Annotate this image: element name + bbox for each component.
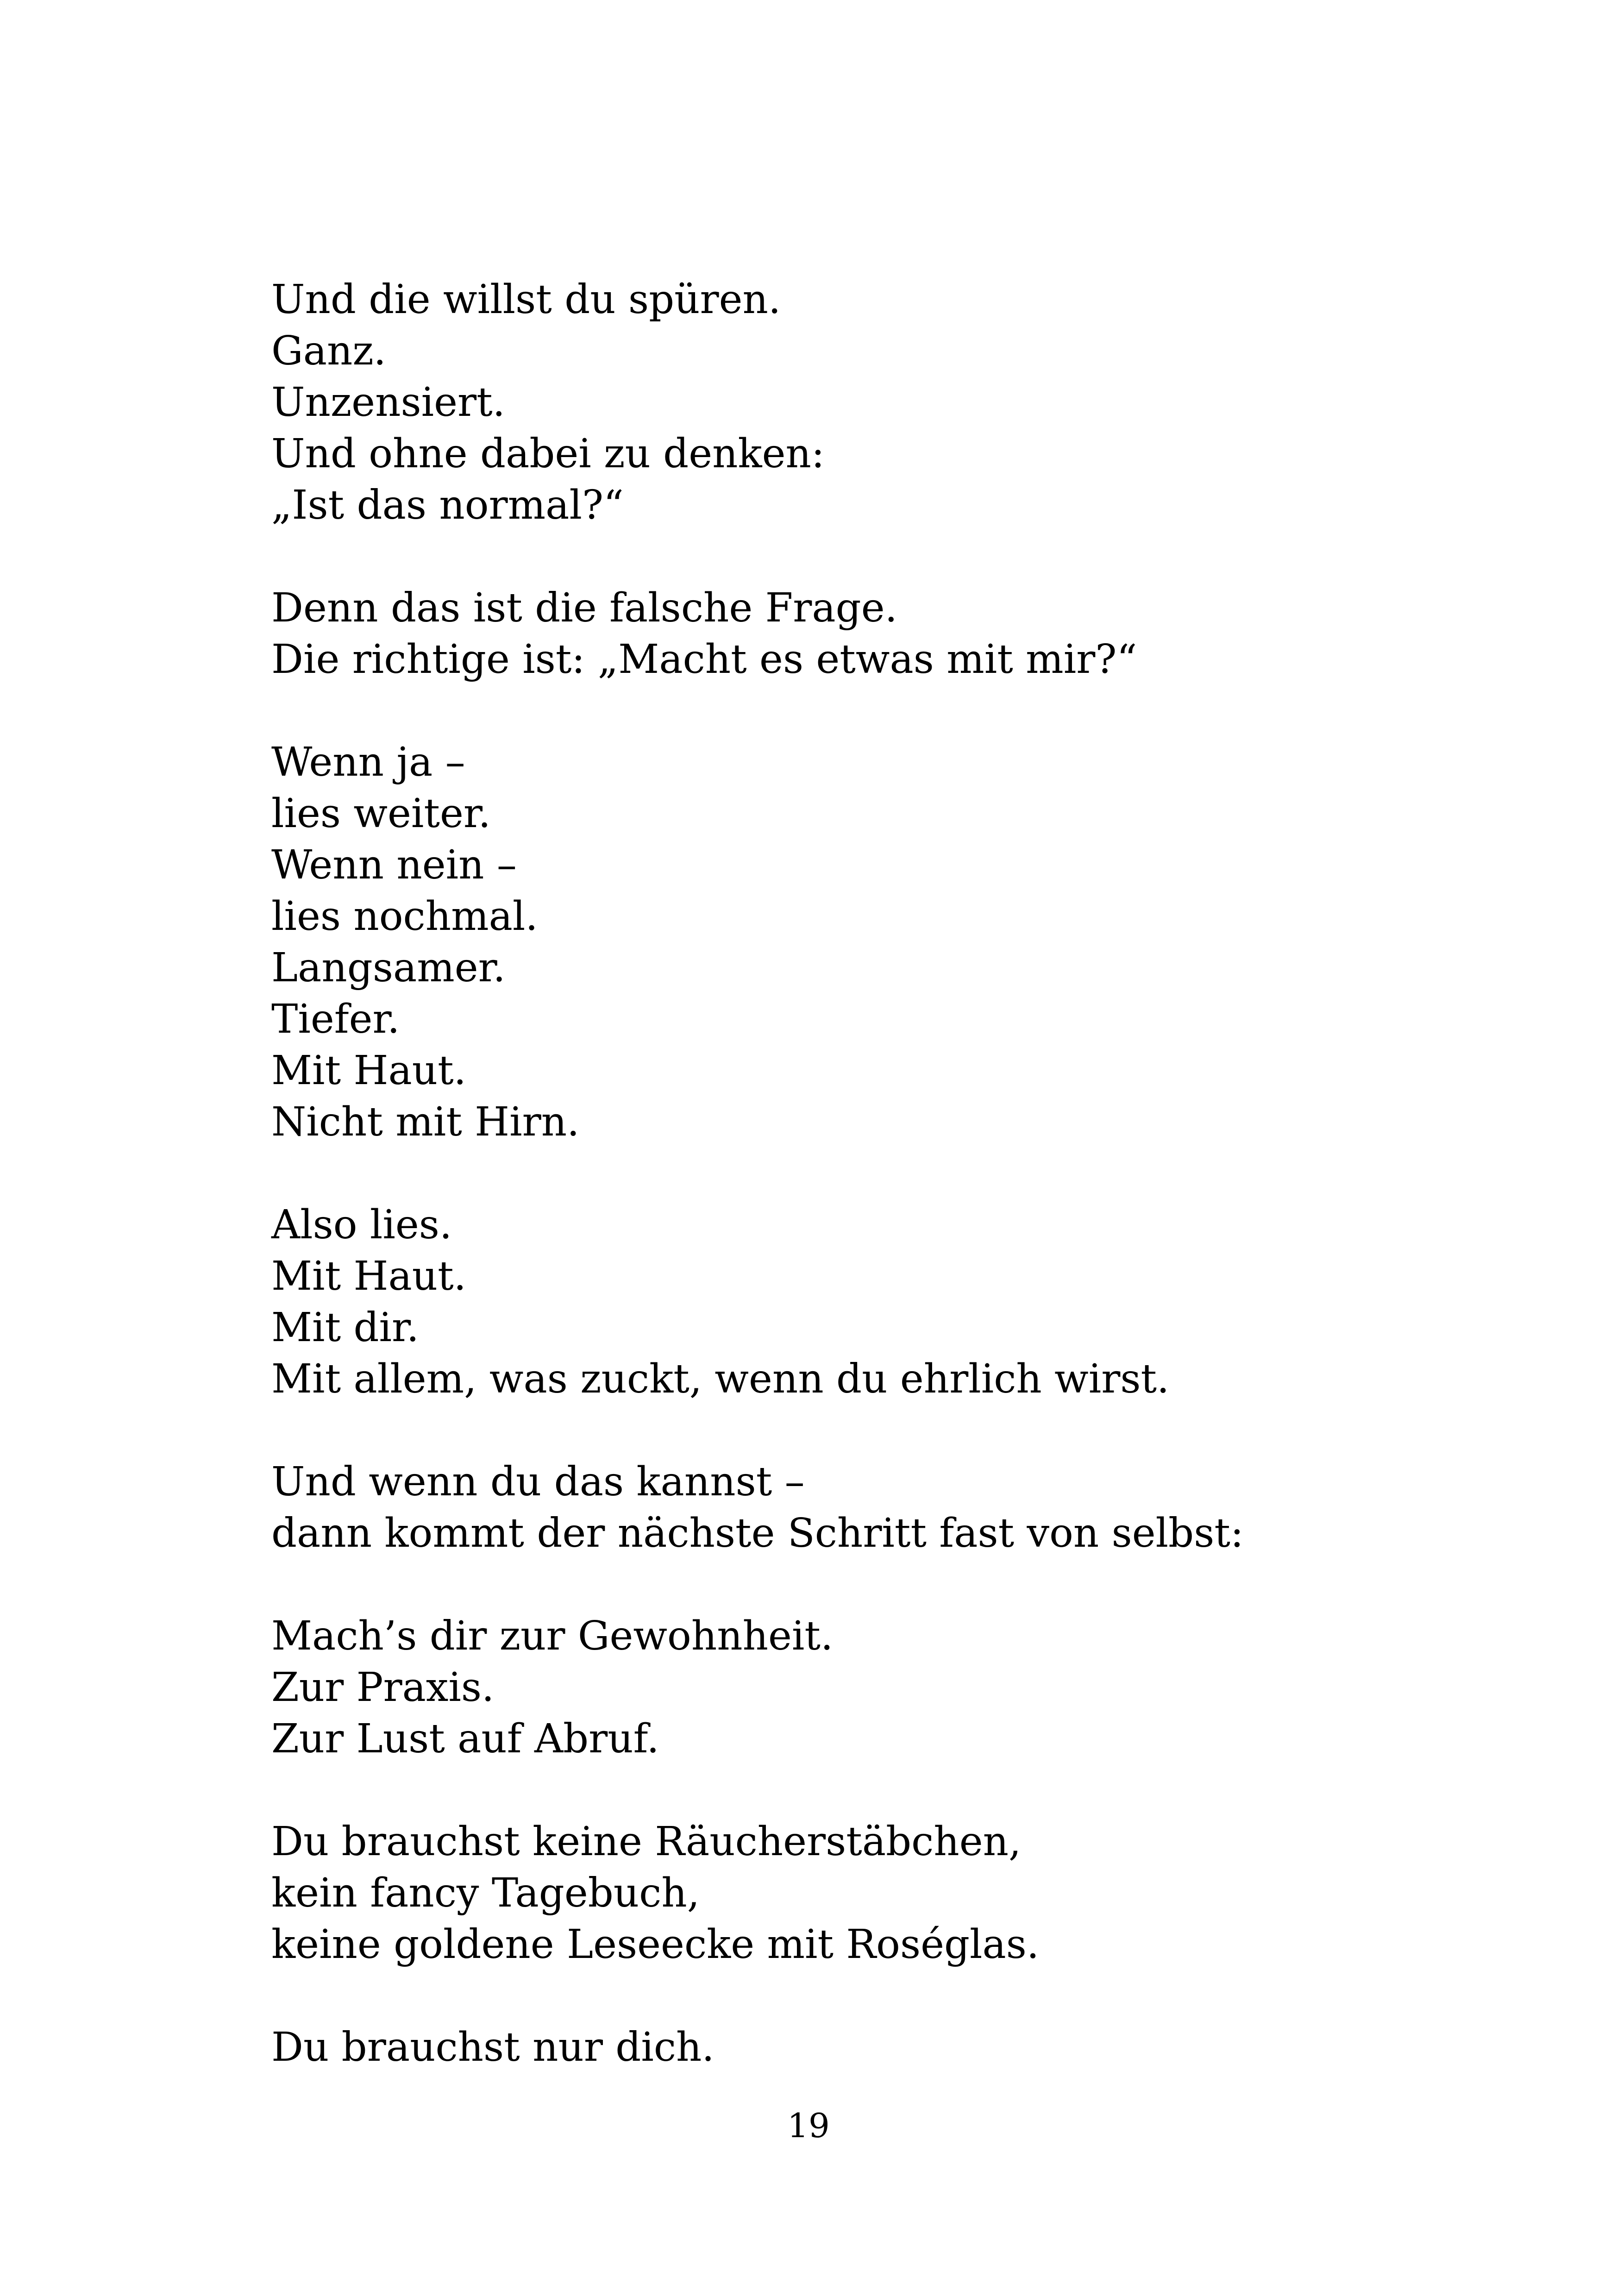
text-line: Mit Haut. — [271, 1048, 467, 1094]
text-line: kein fancy Tagebuch, — [271, 1870, 700, 1916]
text-line: Unzensiert. — [271, 379, 505, 426]
poem-text — [271, 274, 1522, 2073]
stanza-2 — [271, 583, 1522, 685]
text-line: „Ist das normal?“ — [271, 482, 624, 528]
stanza-8 — [271, 2022, 1522, 2073]
text-line: Mit dir. — [271, 1305, 420, 1351]
stanza-4 — [271, 1199, 1522, 1405]
text-line: Wenn nein – — [271, 842, 517, 888]
text-line: Zur Praxis. — [271, 1664, 495, 1711]
text-line: Also lies. — [271, 1202, 452, 1248]
text-line: Mit Haut. — [271, 1253, 467, 1299]
text-line: Tiefer. — [271, 996, 400, 1042]
stanza-6 — [271, 1611, 1522, 1765]
stanza-1 — [271, 274, 1522, 531]
text-line: Langsamer. — [271, 945, 506, 991]
stanza-5 — [271, 1456, 1522, 1559]
text-line: Zur Lust auf Abruf. — [271, 1716, 659, 1762]
text-line: lies nochmal. — [271, 893, 538, 940]
text-line: Mit allem, was zuckt, wenn du ehrlich wirst. — [271, 1356, 1170, 1402]
stanza-3 — [271, 737, 1522, 1148]
text-line: Mach’s dir zur Gewohnheit. — [271, 1613, 834, 1659]
text-line: Ganz. — [271, 328, 387, 374]
text-line: Wenn ja – — [271, 739, 465, 785]
text-line: Du brauchst nur dich. — [271, 2024, 714, 2070]
stanza-7 — [271, 1816, 1522, 1970]
text-line: dann kommt der nächste Schritt fast von selbst: — [271, 1510, 1244, 1556]
page-number: 19 — [787, 2106, 830, 2145]
text-line: Du brauchst keine Räucherstäbchen, — [271, 1819, 1022, 1865]
text-line: Nicht mit Hirn. — [271, 1099, 580, 1145]
text-line: keine goldene Leseecke mit Roséglas. — [271, 1921, 1040, 1968]
text-line: Die richtige ist: „Macht es etwas mit mir?“ — [271, 636, 1137, 683]
text-line: Denn das ist die falsche Frage. — [271, 585, 897, 631]
text-line: Und wenn du das kannst – — [271, 1459, 805, 1505]
text-line: Und ohne dabei zu denken: — [271, 431, 825, 477]
text-line: Und die willst du spüren. — [271, 276, 781, 323]
text-line: lies weiter. — [271, 790, 491, 837]
